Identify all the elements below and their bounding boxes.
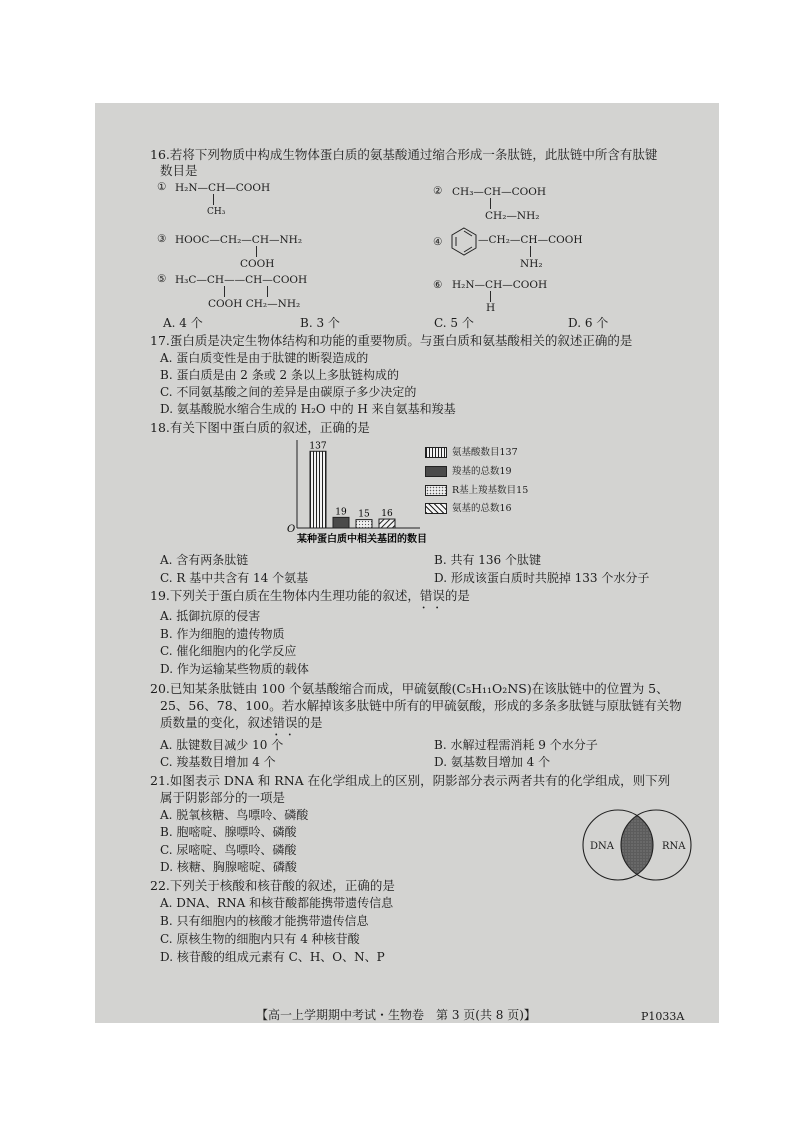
q16-stem-line2: 数目是 bbox=[160, 163, 198, 178]
molecule-1-substituent: CH₃ bbox=[207, 207, 226, 217]
legend-swatch-diagonal bbox=[425, 503, 447, 514]
molecule-2-bond bbox=[490, 198, 491, 209]
q20-option-c: C. 羧基数目增加 4 个 bbox=[160, 755, 276, 769]
q20-option-a: A. 肽键数目减少 10 个 bbox=[160, 738, 284, 752]
molecule-6-bond bbox=[490, 291, 491, 302]
q20-option-d: D. 氨基数目增加 4 个 bbox=[434, 755, 551, 769]
q22-option-d: D. 核苷酸的组成元素有 C、H、O、N、P bbox=[160, 950, 385, 964]
q20-stem-text: 质数量的变化，叙述 bbox=[160, 715, 273, 730]
molecule-1-formula: H₂N—CH—COOH bbox=[175, 182, 271, 194]
molecule-5-bond-right bbox=[267, 286, 268, 297]
q18-stem: 18.有关下图中蛋白质的叙述，正确的是 bbox=[150, 420, 370, 435]
q16-option-c: C. 5 个 bbox=[434, 316, 474, 330]
molecule-6-substituent: H bbox=[486, 302, 496, 314]
q21-option-b: B. 胞嘧啶、腺嘌呤、磷酸 bbox=[160, 825, 297, 839]
venn-rna-label: RNA bbox=[662, 841, 686, 852]
q22-option-c: C. 原核生物的细胞内只有 4 种核苷酸 bbox=[160, 932, 360, 946]
q17-option-d: D. 氨基酸脱水缩合生成的 H₂O 中的 H 来自氨基和羧基 bbox=[160, 402, 456, 416]
q19-option-c: C. 催化细胞内的化学反应 bbox=[160, 644, 297, 658]
bar-value-label-1: 137 bbox=[309, 441, 327, 452]
benzene-ring-icon bbox=[449, 226, 479, 256]
bar-3 bbox=[356, 520, 372, 528]
molecule-5-bond-left bbox=[224, 286, 225, 297]
molecule-4-number: ④ bbox=[433, 236, 443, 248]
molecule-3-number: ③ bbox=[157, 233, 167, 245]
bar-1 bbox=[310, 451, 326, 528]
molecule-1-number: ① bbox=[157, 181, 167, 193]
q20-stem-end: 的是 bbox=[297, 715, 323, 730]
legend-label-r-carboxyl: R基上羧基数目15 bbox=[452, 485, 529, 496]
dna-rna-venn-diagram bbox=[580, 808, 700, 883]
q20-stem-line2: 25、56、78、100。若水解掉该多肽链中所有的甲硫氨酸，形成的多条多肽链与原肽链有关物 bbox=[160, 698, 682, 713]
q17-option-c: C. 不同氨基酸之间的差异是由碳原子多少决定的 bbox=[160, 385, 417, 399]
molecule-1-bond bbox=[213, 194, 214, 205]
q19-stem-end: 的是 bbox=[444, 588, 470, 603]
q18-option-a: A. 含有两条肽链 bbox=[160, 553, 249, 567]
q19-option-b: B. 作为细胞的遗传物质 bbox=[160, 627, 285, 641]
q20-stem-line1: 20.已知某条肽链由 100 个氨基酸缩合而成，甲硫氨酸(C₅H₁₁O₂NS)在该肽链中的位置为 5、 bbox=[150, 681, 669, 696]
legend-label-amino-acids: 氨基酸数目137 bbox=[452, 447, 518, 458]
q16-option-b: B. 3 个 bbox=[300, 316, 340, 330]
legend-item-carboxyl-total bbox=[425, 463, 512, 477]
molecule-3-bond bbox=[256, 246, 257, 257]
axis-origin-label: O bbox=[287, 524, 296, 535]
paper-code: P1033A bbox=[641, 1010, 685, 1023]
q20-stem-line3 bbox=[160, 714, 323, 731]
legend-label-amino-total: 氨基的总数16 bbox=[452, 503, 512, 514]
q20-option-b: B. 水解过程需消耗 9 个水分子 bbox=[434, 738, 598, 752]
molecule-6-formula: H₂N—CH—COOH bbox=[452, 279, 548, 291]
q21-option-a: A. 脱氧核糖、鸟嘌呤、磷酸 bbox=[160, 808, 309, 822]
q19-option-d: D. 作为运输某些物质的载体 bbox=[160, 662, 309, 676]
molecule-5-substituent: COOH CH₂—NH₂ bbox=[208, 298, 301, 310]
q21-option-d: D. 核糖、胸腺嘧啶、磷酸 bbox=[160, 860, 297, 874]
legend-item-amino-total bbox=[425, 500, 512, 514]
page-footer: 【高一上学期期中考试・生物卷 第 3 页(共 8 页)】 bbox=[256, 1008, 536, 1022]
bar-2 bbox=[333, 517, 349, 528]
bar-value-label-4: 16 bbox=[381, 509, 393, 520]
q17-option-a: A. 蛋白质变性是由于肽键的断裂造成的 bbox=[160, 351, 369, 365]
molecule-3-formula: HOOC—CH₂—CH—NH₂ bbox=[175, 234, 303, 246]
legend-swatch-dotted bbox=[425, 485, 447, 496]
molecule-2-formula: CH₃—CH—COOH bbox=[452, 186, 546, 198]
q19-stem-emphasis: 错误 • • bbox=[420, 588, 445, 603]
legend-swatch-dark bbox=[425, 466, 447, 477]
q16-stem-line1: 16.若将下列物质中构成生物体蛋白质的氨基酸通过缩合形成一条肽链，此肽链中所含有肽键 bbox=[150, 147, 658, 162]
molecule-3-substituent: COOH bbox=[240, 258, 275, 270]
molecule-6-number: ⑥ bbox=[433, 279, 443, 291]
q16-option-a: A. 4 个 bbox=[163, 316, 203, 330]
legend-item-r-carboxyl bbox=[425, 482, 528, 496]
q22-stem: 22.下列关于核酸和核苷酸的叙述，正确的是 bbox=[150, 878, 395, 893]
q17-stem: 17.蛋白质是决定生物体结构和功能的重要物质。与蛋白质和氨基酸相关的叙述正确的是 bbox=[150, 333, 633, 348]
bar-value-label-2: 19 bbox=[335, 507, 347, 518]
bar-4 bbox=[379, 519, 395, 528]
q18-option-d: D. 形成该蛋白质时共脱掉 133 个水分子 bbox=[434, 571, 650, 585]
molecule-4-substituent: NH₂ bbox=[520, 258, 543, 270]
molecule-2-substituent: CH₂—NH₂ bbox=[485, 210, 540, 222]
q19-stem bbox=[150, 587, 470, 604]
molecule-4-bond bbox=[530, 246, 531, 257]
molecule-2-number: ② bbox=[433, 185, 443, 197]
x-axis-title: 某种蛋白质中相关基团的数目 bbox=[297, 534, 427, 545]
molecule-5-number: ⑤ bbox=[157, 273, 167, 285]
q16-option-d: D. 6 个 bbox=[568, 316, 609, 330]
legend-item-amino-acids bbox=[425, 444, 518, 458]
legend-swatch-vertical-stripes bbox=[425, 447, 447, 458]
q22-option-a: A. DNA、RNA 和核苷酸都能携带遗传信息 bbox=[160, 896, 394, 910]
q21-stem-line1: 21.如图表示 DNA 和 RNA 在化学组成上的区别，阴影部分表示两者共有的化学组成，则下列 bbox=[150, 773, 671, 788]
q22-option-b: B. 只有细胞内的核酸才能携带遗传信息 bbox=[160, 914, 369, 928]
q17-option-b: B. 蛋白质是由 2 条或 2 条以上多肽链构成的 bbox=[160, 368, 399, 382]
q20-stem-emphasis: 错误 • • bbox=[273, 715, 298, 730]
venn-dna-label: DNA bbox=[590, 841, 614, 852]
bar-value-label-3: 15 bbox=[358, 509, 370, 520]
legend-label-carboxyl-total: 羧基的总数19 bbox=[452, 466, 512, 477]
q18-option-b: B. 共有 136 个肽键 bbox=[434, 553, 541, 567]
q18-option-c: C. R 基中共含有 14 个氨基 bbox=[160, 571, 309, 585]
q21-option-c: C. 尿嘧啶、鸟嘌呤、磷酸 bbox=[160, 843, 297, 857]
molecule-5-formula: H₃C—CH——CH—COOH bbox=[175, 274, 308, 286]
q19-option-a: A. 抵御抗原的侵害 bbox=[160, 609, 261, 623]
q19-stem-text: 19.下列关于蛋白质在生物体内生理功能的叙述， bbox=[150, 588, 420, 603]
molecule-4-formula: —CH₂—CH—COOH bbox=[478, 234, 583, 246]
q21-stem-line2: 属于阴影部分的一项是 bbox=[160, 790, 286, 805]
